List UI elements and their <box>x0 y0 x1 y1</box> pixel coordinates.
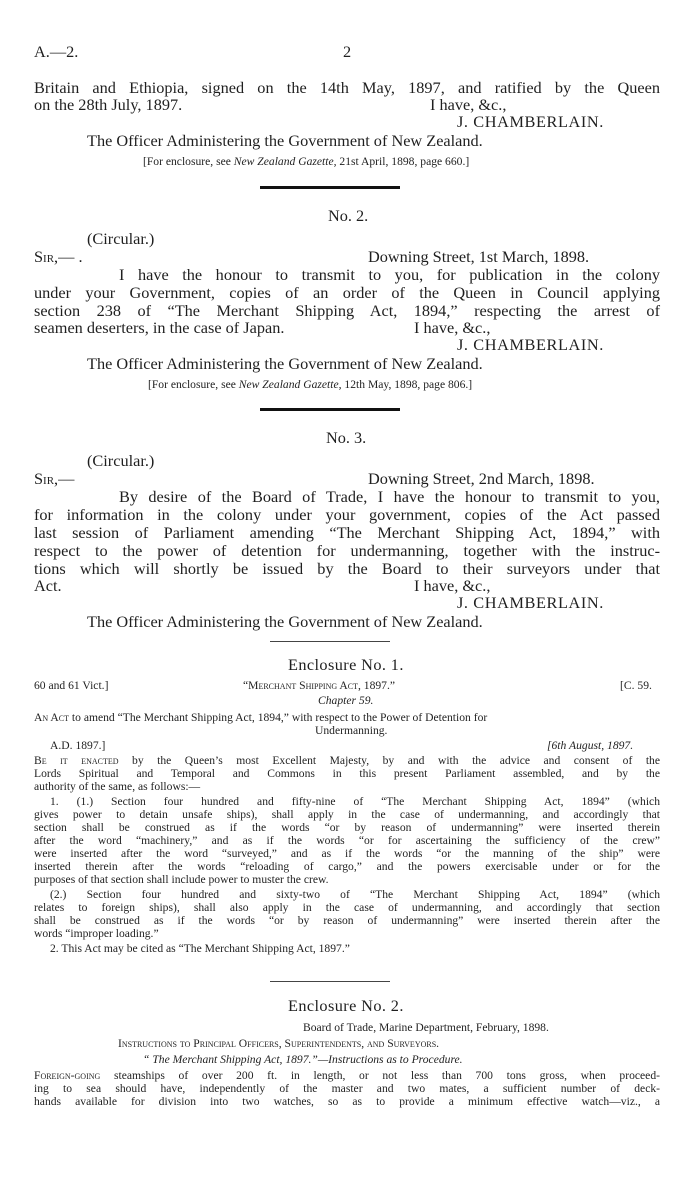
letter3-body-line: By desire of the Board of Trade, I have the honour to transmit to you, <box>119 487 660 506</box>
letter1-line: on the 28th July, 1897. <box>34 95 183 114</box>
letter2-signature: J. CHAMBERLAIN. <box>457 335 604 354</box>
letter3-circular: (Circular.) <box>87 451 155 470</box>
enclosure2-heading: Enclosure No. 2. <box>288 996 404 1015</box>
section-divider <box>270 981 390 982</box>
page-number: 2 <box>343 42 352 61</box>
enclosure1-section2-line: (2.) Section four hundred and sixty-two of “The Merchant Shipping Act, 1894” (which <box>50 888 660 901</box>
enclosure1-section1-line: after the word “machinery,” and as if the words “or for ascertaining the sufficiency of the crew” <box>34 834 660 847</box>
letter3-signature: J. CHAMBERLAIN. <box>457 593 604 612</box>
letter2-closing: I have, &c., <box>414 318 491 337</box>
enclosure2-paragraph-line: Foreign-going steamships of over 200 ft. in length, or not less than 700 tons gross, when proceed- <box>34 1069 660 1082</box>
enclosure1-chapter-ref: [C. 59. <box>620 679 652 692</box>
letter2-enclosure-note: [For enclosure, see New Zealand Gazette, 12th May, 1898, page 806.] <box>148 378 473 391</box>
enclosure2-procedure: “ The Merchant Shipping Act, 1897.”—Instructions as to Procedure. <box>143 1053 463 1066</box>
letter1-signature: J. CHAMBERLAIN. <box>457 112 604 131</box>
letter3-body-line: for information in the colony under your government, copies of the Act passed <box>34 505 660 524</box>
enclosure1-ad: A.D. 1897.] <box>50 739 106 752</box>
letter3-place-date: Downing Street, 2nd March, 1898. <box>368 469 595 488</box>
letter2-circular: (Circular.) <box>87 229 155 248</box>
letter3-addressee: The Officer Administering the Government of New Zealand. <box>87 612 483 631</box>
enclosure2-paragraph-line: hands available for division into two watches, so as to provide a minimum effective watch—viz., a <box>34 1095 660 1108</box>
letter3-closing: I have, &c., <box>414 576 491 595</box>
section-divider <box>270 641 390 642</box>
enclosure1-citation: 60 and 61 Vict.] <box>34 679 109 692</box>
enclosure1-section1-line: section shall be construed as if the words “or by reason of undermanning” were inserted therein <box>34 821 660 834</box>
letter1-enclosure-note: [For enclosure, see New Zealand Gazette, 21st April, 1898, page 660.] <box>143 155 470 168</box>
enclosure1-title: An Act to amend “The Merchant Shipping Act, 1894,” with respect to the Power of Detention for <box>34 711 488 724</box>
enclosure2-board: Board of Trade, Marine Department, February, 1898. <box>303 1021 549 1034</box>
letter2-place-date: Downing Street, 1st March, 1898. <box>368 247 590 266</box>
enclosure1-section1-line: inserted therein after the words “reloading of cargo,” and the powers exercisable under or for the <box>34 860 660 873</box>
enclosure1-section1-line: gives power to detain unsafe ships), shall apply in the case of undermanning, and accordingly that <box>34 808 660 821</box>
enclosure1-enacting-line: Lords Spiritual and Temporal and Commons in this present Parliament assembled, and by the <box>34 767 660 780</box>
page-header-ref: A.—2. <box>34 42 79 61</box>
enclosure1-date: [6th August, 1897. <box>547 739 634 752</box>
letter3-body-line: Act. <box>34 576 62 595</box>
enclosure2-paragraph-line: ing to sea should have, independently of the master and two mates, a sufficient number of deck- <box>34 1082 660 1095</box>
enclosure1-chapter: Chapter 59. <box>318 694 374 707</box>
enclosure1-title: Undermanning. <box>315 724 388 737</box>
letter2-body-line: seamen deserters, in the case of Japan. <box>34 318 285 337</box>
letter2-body-line: section 238 of “The Merchant Shipping Act, 1894,” respecting the arrest of <box>34 301 660 320</box>
letter3-number: No. 3. <box>326 428 367 447</box>
enclosure1-enacting-line: Be it enacted by the Queen’s most Excellent Majesty, by and with the advice and consent of the <box>34 754 660 767</box>
enclosure1-act-name: “Merchant Shipping Act, 1897.” <box>243 679 396 692</box>
section-divider <box>260 186 400 189</box>
enclosure2-instructions: Instructions to Principal Officers, Superintendents, and Surveyors. <box>118 1037 440 1050</box>
letter2-number: No. 2. <box>328 206 369 225</box>
enclosure1-section1-line: purposes of that section shall include power to muster the crew. <box>34 873 329 886</box>
enclosure1-section2-line: words “improper loading.” <box>34 927 159 940</box>
enclosure1-section1-line: 1. (1.) Section four hundred and fifty-nine of “The Merchant Shipping Act, 1894” (which <box>50 795 660 808</box>
section-divider <box>260 408 400 411</box>
letter2-body-line: I have the honour to transmit to you, for publication in the colony <box>119 265 660 284</box>
letter2-salutation: Sir,— . <box>34 247 83 266</box>
enclosure1-section2-line: shall be construed as if the words “or by reason of undermanning” were inserted therein after the <box>34 914 660 927</box>
letter3-salutation: Sir,— <box>34 469 75 488</box>
enclosure1-section3-line: 2. This Act may be cited as “The Merchant Shipping Act, 1897.” <box>50 942 350 955</box>
letter3-body-line: last session of Parliament amending “The Merchant Shipping Act, 1894,” with <box>34 523 660 542</box>
letter1-addressee: The Officer Administering the Government of New Zealand. <box>87 131 483 150</box>
enclosure1-heading: Enclosure No. 1. <box>288 655 404 674</box>
letter3-body-line: respect to the power of detention for undermanning, together with the instruc- <box>34 541 660 560</box>
letter1-line: Britain and Ethiopia, signed on the 14th May, 1897, and ratified by the Queen <box>34 78 660 97</box>
letter2-body-line: under your Government, copies of an order of the Queen in Council applying <box>34 283 660 302</box>
enclosure1-enacting-line: authority of the same, as follows:— <box>34 780 201 793</box>
letter1-closing: I have, &c., <box>430 95 507 114</box>
letter3-body-line: tions which will shortly be issued by the Board to their surveyors under that <box>34 559 660 578</box>
letter2-addressee: The Officer Administering the Government of New Zealand. <box>87 354 483 373</box>
enclosure1-section2-line: relates to foreign ships), shall also apply in the case of undermanning, and accordingly that section <box>34 901 660 914</box>
enclosure1-section1-line: were inserted after the word “surveyed,” and as if the words “or the manning of the ship” were <box>34 847 660 860</box>
